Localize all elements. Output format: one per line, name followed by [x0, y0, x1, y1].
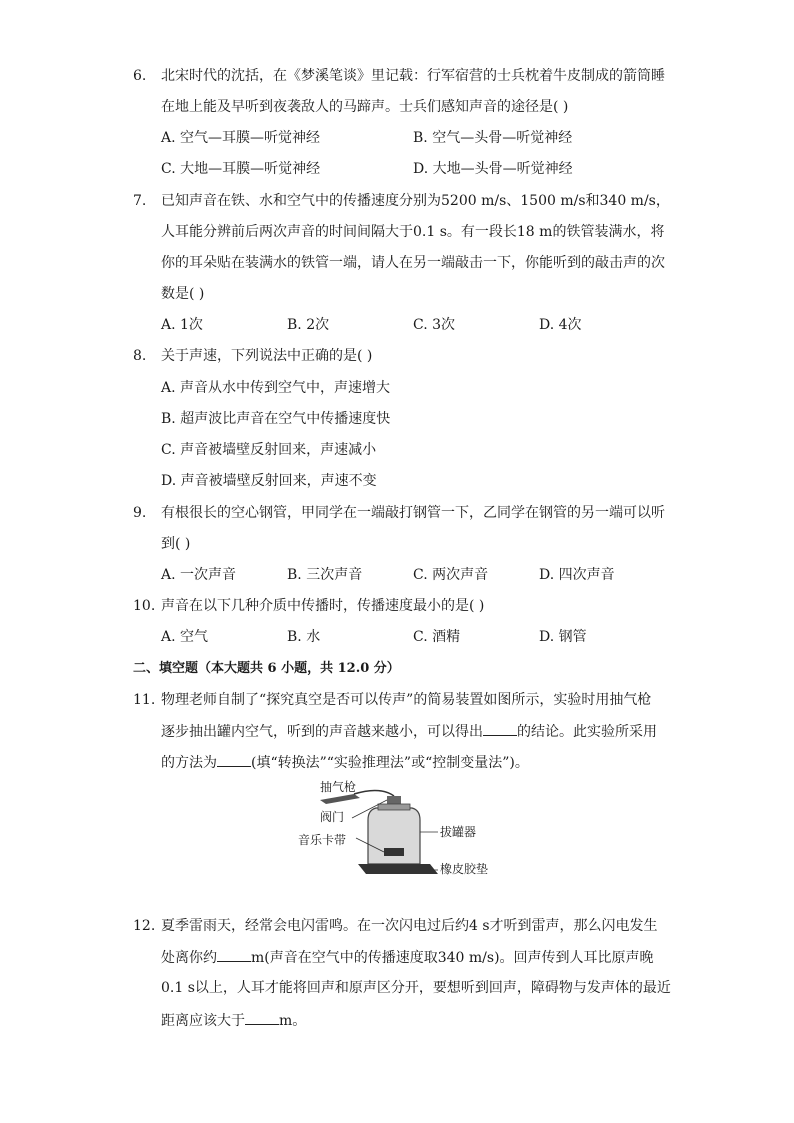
label-valve: 阀门 [320, 810, 345, 824]
question-8-option-a: A. 声音从水中传到空气中，声速增大 [161, 380, 391, 396]
rubber-pad-shape [358, 864, 438, 874]
question-7-option-d: D. 4次 [539, 317, 582, 333]
jar-cap [378, 804, 410, 810]
question-7-number: 7. [133, 193, 147, 209]
valve-shape [387, 796, 401, 804]
question-12-line-4 [161, 1010, 306, 1031]
question-6-number: 6. [133, 68, 147, 84]
question-9-option-d: D. 四次声音 [539, 567, 615, 583]
question-10-option-b: B. 水 [287, 629, 321, 645]
question-12-line-1: 夏季雷雨天，经常会电闪雷鸣。在一次闪电过后约4 s才听到雷声，那么闪电发生 [161, 918, 658, 934]
question-7-line-1: 已知声音在铁、水和空气中的传播速度分别为5200 m/s、1500 m/s和340 m/s， [161, 193, 670, 209]
label-music-box: 音乐卡带 [298, 833, 347, 847]
question-12-line-2-end: m(声音在空气中的传播速度取340 m/s)。回声传到人耳比原声晚 [251, 950, 654, 966]
question-11-line-2 [161, 721, 657, 742]
question-12-line-2 [161, 947, 654, 968]
question-8-option-d: D. 声音被墙壁反射回来，声速不变 [161, 473, 377, 489]
question-8-option-b: B. 超声波比声音在空气中传播速度快 [161, 411, 391, 427]
label-rubber-pad: 橡皮胶垫 [440, 862, 489, 876]
question-12-line-4-start: 距离应该大于 [161, 1013, 245, 1029]
question-11-line-2-end: 的结论。此实验所采用 [517, 724, 657, 740]
question-8-line-1: 关于声速，下列说法中正确的是( ) [161, 348, 373, 364]
vacuum-sound-apparatus-figure [290, 778, 510, 884]
question-8-number: 8. [133, 348, 147, 364]
question-10-line-1: 声音在以下几种介质中传播时，传播速度最小的是( ) [161, 598, 485, 614]
answer-blank[interactable] [245, 1010, 279, 1025]
section-heading-fill-in: 二、填空题（本大题共 6 小题，共 12.0 分） [133, 661, 400, 676]
question-12-line-4-end: m。 [279, 1013, 307, 1029]
label-jar: 拔罐器 [440, 825, 477, 839]
question-9-line-2: 到( ) [161, 536, 191, 552]
question-9-option-a: A. 一次声音 [161, 567, 237, 583]
question-11-line-3 [161, 752, 529, 773]
question-11-line-1: 物理老师自制了“探究真空是否可以传声”的简易装置如图所示，实验时用抽气枪 [161, 692, 652, 708]
question-7-line-2: 人耳能分辨前后两次声音的时间间隔大于0.1 s。有一段长18 m的铁管装满水，将 [161, 224, 665, 240]
question-7-option-a: A. 1次 [161, 317, 203, 333]
question-12-line-3: 0.1 s以上，人耳才能将回声和原声区分开，要想听到回声，障碍物与发声体的最近 [161, 980, 671, 996]
answer-blank[interactable] [483, 721, 517, 736]
question-8-option-c: C. 声音被墙壁反射回来，声速减小 [161, 442, 377, 458]
answer-blank[interactable] [217, 947, 251, 962]
question-7-option-c: C. 3次 [413, 317, 456, 333]
question-11-line-2-start: 逐步抽出罐内空气，听到的声音越来越小，可以得出 [161, 724, 483, 740]
question-9-line-1: 有根很长的空心钢管，甲同学在一端敲打钢管一下，乙同学在钢管的另一端可以听 [161, 505, 665, 521]
pump-gun-shape [320, 794, 360, 804]
question-12-number: 12. [133, 918, 156, 934]
question-9-option-b: B. 三次声音 [287, 567, 363, 583]
question-12-line-2-start: 处离你约 [161, 950, 217, 966]
question-7-option-b: B. 2次 [287, 317, 330, 333]
pump-hose [354, 790, 394, 796]
question-10-option-d: D. 钢管 [539, 629, 587, 645]
question-6-option-d: D. 大地—头骨—听觉神经 [413, 161, 573, 177]
music-box-shape [384, 848, 404, 856]
question-10-option-a: A. 空气 [161, 629, 209, 645]
label-pump: 抽气枪 [320, 780, 357, 794]
question-10-option-c: C. 酒精 [413, 629, 461, 645]
question-6-option-c: C. 大地—耳膜—听觉神经 [161, 161, 321, 177]
question-6-option-b: B. 空气—头骨—听觉神经 [413, 130, 573, 146]
question-6-option-a: A. 空气—耳膜—听觉神经 [161, 130, 321, 146]
question-9-option-c: C. 两次声音 [413, 567, 489, 583]
question-10-number: 10. [133, 598, 156, 614]
question-11-number: 11. [133, 692, 156, 708]
question-6-line-1: 北宋时代的沈括，在《梦溪笔谈》里记载：行军宿营的士兵枕着牛皮制成的箭筒睡 [161, 68, 665, 84]
question-9-number: 9. [133, 505, 147, 521]
question-7-line-3: 你的耳朵贴在装满水的铁管一端，请人在另一端敲击一下，你能听到的敲击声的次 [161, 255, 665, 271]
question-11-line-3-end: (填“转换法”“实验推理法”或“控制变量法”)。 [251, 755, 529, 771]
question-6-line-2: 在地上能及早听到夜袭敌人的马蹄声。士兵们感知声音的途径是( ) [161, 99, 569, 115]
question-7-line-4: 数是( ) [161, 286, 205, 302]
question-11-line-3-start: 的方法为 [161, 755, 217, 771]
answer-blank[interactable] [217, 752, 251, 767]
